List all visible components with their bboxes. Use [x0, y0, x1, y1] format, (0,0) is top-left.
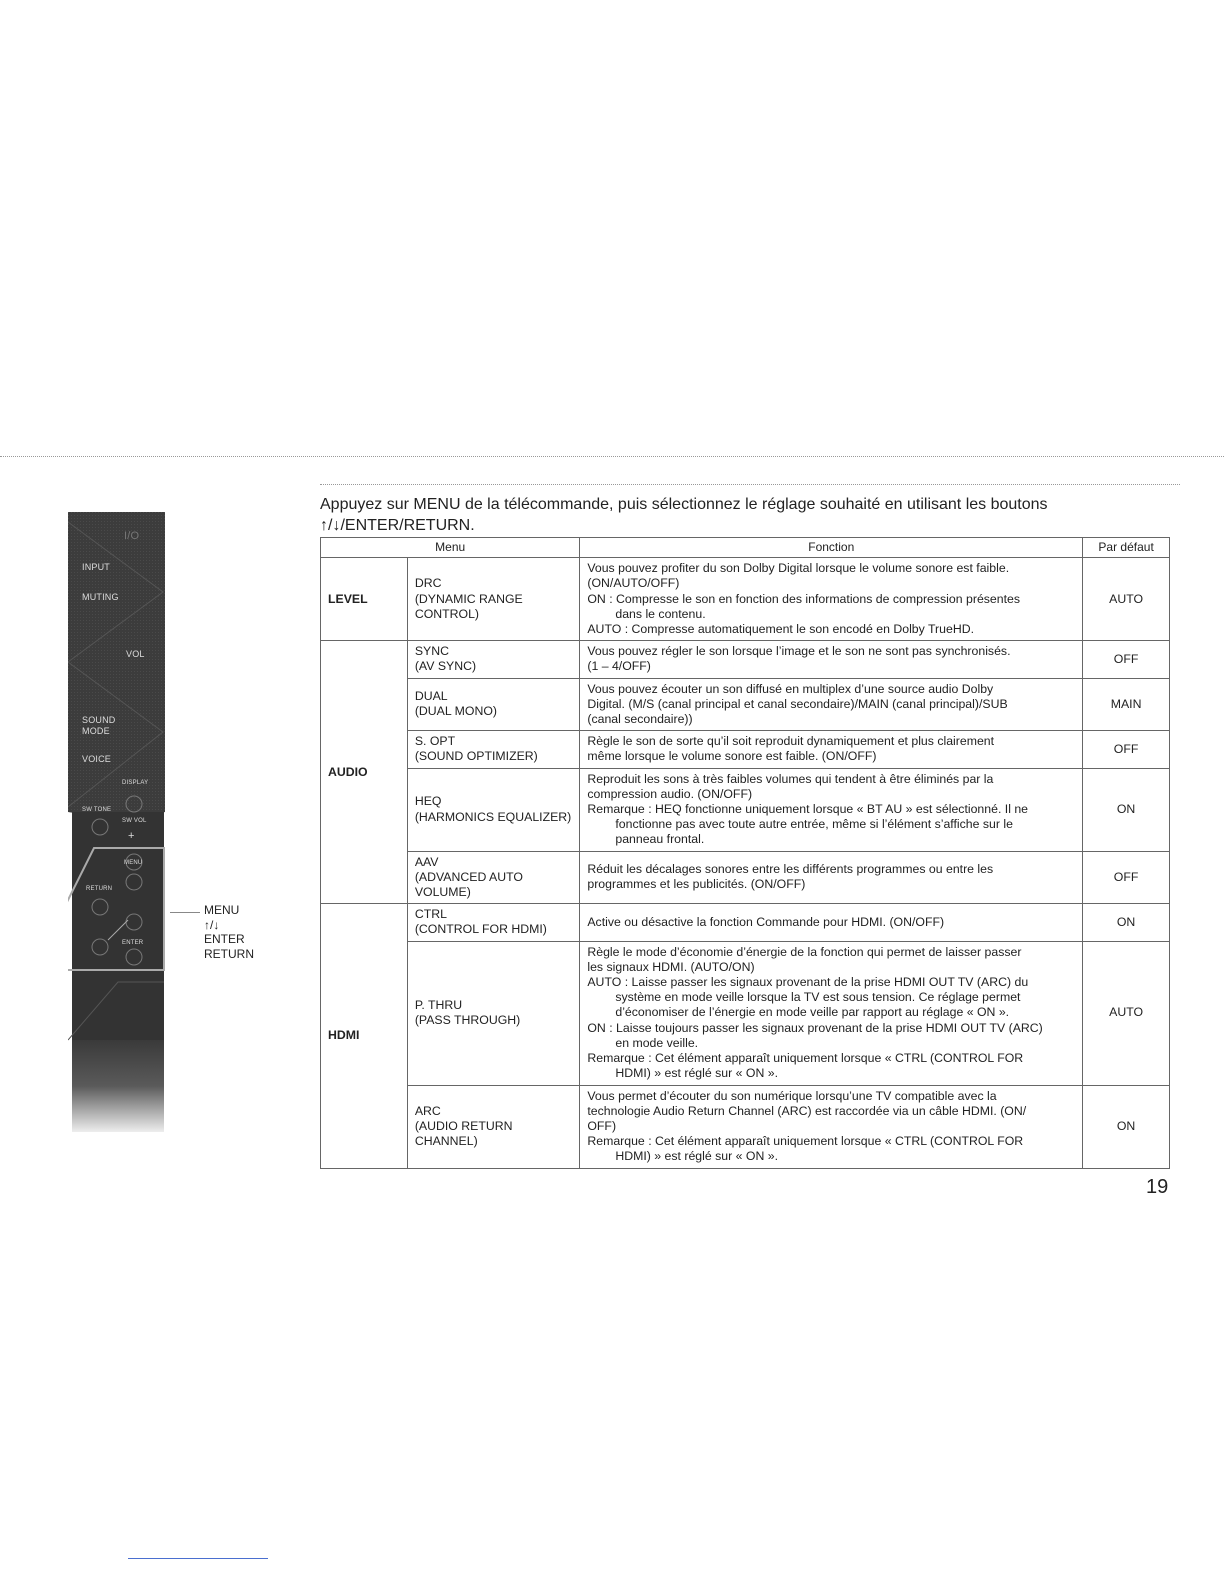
menu-item-line: DUAL	[414, 689, 448, 704]
table-row	[321, 768, 1170, 851]
mode-label: MODE	[82, 726, 110, 736]
function-line: OFF)	[587, 1118, 617, 1133]
function-line: AUTO : Laisse passer les signaux provenant de la prise HDMI OUT TV (ARC) du	[587, 975, 1029, 990]
menu-item-line: (HARMONICS EQUALIZER)	[414, 809, 572, 824]
top-divider	[0, 456, 1224, 457]
default-value-cell: ON	[1083, 904, 1170, 941]
callout-arrows: ↑/↓	[204, 917, 220, 932]
menu-item-cell	[407, 731, 580, 768]
callout-leader	[170, 912, 200, 913]
menu-button-label: MENU	[124, 860, 143, 866]
default-value-cell: AUTO	[1083, 941, 1170, 1085]
function-line: Vous pouvez régler le son lorsque l’image et le son ne sont pas synchronisés.	[587, 644, 1011, 659]
function-line: HDMI) » est réglé sur « ON ».	[615, 1149, 778, 1164]
display-label: DISPLAY	[122, 780, 149, 786]
function-line: Remarque : HEQ fonctionne uniquement lorsque « BT AU » est sélectionné. Il ne	[587, 802, 1029, 817]
table-body	[321, 558, 1170, 1168]
header-function: Fonction	[580, 538, 1083, 558]
function-cell	[580, 1085, 1083, 1168]
return-button-label: RETURN	[86, 886, 113, 892]
menu-item-line: ARC	[414, 1103, 441, 1118]
page-number: 19	[1146, 1176, 1169, 1198]
category-cell: AUDIO	[321, 641, 408, 904]
remote-callout	[204, 903, 254, 961]
function-line: fonctionne pas avec toute autre entrée, même si l’élément s’affiche sur le	[615, 817, 1013, 832]
menu-item-cell	[407, 904, 580, 941]
menu-item-line: HEQ	[414, 794, 442, 809]
intro-line-2: ↑/↓/ENTER/RETURN.	[320, 517, 475, 534]
menu-item-line: CTRL	[414, 907, 447, 922]
function-cell	[580, 641, 1083, 678]
remote-illustration	[68, 512, 168, 1132]
default-value-cell: AUTO	[1083, 558, 1170, 641]
header-menu: Menu	[321, 538, 580, 558]
default-value-cell: MAIN	[1083, 678, 1170, 731]
function-line: programmes et les publicités. (ON/OFF)	[587, 877, 806, 892]
settings-table	[320, 537, 1170, 1169]
function-line: ON : Laisse toujours passer les signaux provenant de la prise HDMI OUT TV (ARC)	[587, 1020, 1043, 1035]
menu-item-line: CHANNEL)	[414, 1134, 478, 1149]
function-line: ON : Compresse le son en fonction des informations de compression présentes	[587, 591, 1021, 606]
function-line: compression audio. (ON/OFF)	[587, 786, 753, 801]
function-line: HDMI) » est réglé sur « ON ».	[615, 1066, 778, 1081]
menu-item-line: (CONTROL FOR HDMI)	[414, 922, 547, 937]
menu-item-line: P. THRU	[414, 997, 463, 1012]
table-row	[321, 941, 1170, 1085]
function-line: les signaux HDMI. (AUTO/ON)	[587, 959, 755, 974]
function-cell	[580, 678, 1083, 731]
function-line: Vous pouvez écouter un son diffusé en multiplex d’une source audio Dolby	[587, 681, 994, 696]
function-cell	[580, 851, 1083, 904]
footnote-rule	[128, 1558, 268, 1559]
function-cell	[580, 558, 1083, 641]
intro-text	[320, 494, 1180, 536]
table-row	[321, 641, 1170, 678]
function-line: (1 – 4/OFF)	[587, 659, 651, 674]
menu-item-line: (SOUND OPTIMIZER)	[414, 749, 538, 764]
function-line: Active ou désactive la fonction Commande pour HDMI. (ON/OFF)	[587, 914, 945, 929]
default-value-cell: OFF	[1083, 851, 1170, 904]
sw-vol-label: SW VOL	[122, 818, 147, 824]
input-label: INPUT	[82, 562, 110, 572]
menu-item-line: DRC	[414, 576, 442, 591]
menu-item-line: (ADVANCED AUTO	[414, 869, 523, 884]
function-cell	[580, 768, 1083, 851]
function-line: panneau frontal.	[615, 832, 705, 847]
callout-enter: ENTER	[204, 932, 245, 946]
menu-item-line: (AUDIO RETURN	[414, 1118, 513, 1133]
function-line: Règle le son de sorte qu’il soit reproduit dynamiquement et plus clairement	[587, 734, 995, 749]
function-line: technologie Audio Return Channel (ARC) est raccordée via un câble HDMI. (ON/	[587, 1103, 1027, 1118]
default-value-cell: OFF	[1083, 731, 1170, 768]
function-line: même lorsque le volume sonore est faible. (ON/OFF)	[587, 749, 877, 764]
function-line: Reproduit les sons à très faibles volumes qui tendent à être éliminés par la	[587, 771, 994, 786]
voice-label: VOICE	[82, 754, 112, 764]
category-cell: HDMI	[321, 904, 408, 1168]
function-line: Remarque : Cet élément apparaît uniquement lorsque « CTRL (CONTROL FOR	[587, 1051, 1024, 1066]
menu-item-line: CONTROL)	[414, 606, 480, 621]
vol-label: VOL	[126, 649, 145, 659]
category-cell: LEVEL	[321, 558, 408, 641]
menu-item-cell	[407, 851, 580, 904]
menu-item-cell	[407, 768, 580, 851]
menu-item-cell	[407, 678, 580, 731]
menu-item-line: (DUAL MONO)	[414, 704, 498, 719]
menu-item-line: SYNC	[414, 644, 449, 659]
intro-line-1: Appuyez sur MENU de la télécommande, puis sélectionnez le réglage souhaité en utilisant les boutons	[320, 496, 1048, 513]
function-line: Réduit les décalages sonores entre les différents programmes ou entre les	[587, 862, 994, 877]
sw-tone-label: SW TONE	[82, 807, 112, 813]
sound-label: SOUND	[82, 715, 116, 725]
function-line: Remarque : Cet élément apparaît uniquement lorsque « CTRL (CONTROL FOR	[587, 1134, 1024, 1149]
function-line: AUTO : Compresse automatiquement le son encodé en Dolby TrueHD.	[587, 622, 974, 637]
function-line: en mode veille.	[615, 1035, 699, 1050]
menu-item-line: (AV SYNC)	[414, 659, 477, 674]
function-cell	[580, 941, 1083, 1085]
menu-item-cell	[407, 641, 580, 678]
enter-button-label: ENTER	[122, 940, 144, 946]
remote-body-graphic	[68, 512, 168, 1132]
menu-item-line: VOLUME)	[414, 885, 471, 900]
function-cell	[580, 904, 1083, 941]
default-value-cell: ON	[1083, 1085, 1170, 1168]
function-line: Digital. (M/S (canal principal et canal secondaire)/MAIN (canal principal)/SUB	[587, 696, 1008, 711]
table-row	[321, 678, 1170, 731]
menu-item-line: AAV	[414, 854, 439, 869]
default-value-cell: ON	[1083, 768, 1170, 851]
function-line: dans le contenu.	[615, 606, 706, 621]
table-row	[321, 851, 1170, 904]
function-line: (ON/AUTO/OFF)	[587, 576, 680, 591]
plus-label: +	[128, 830, 135, 842]
function-line: d’économiser de l’énergie en mode veille par rapport au réglage « ON ».	[615, 1005, 1010, 1020]
function-line: Vous permet d’écouter du son numérique lorsqu’une TV compatible avec la	[587, 1088, 997, 1103]
header-default: Par défaut	[1083, 538, 1170, 558]
menu-item-cell	[407, 941, 580, 1085]
menu-item-cell	[407, 558, 580, 641]
function-line: (canal secondaire))	[587, 712, 693, 727]
menu-item-line: (DYNAMIC RANGE	[414, 591, 523, 606]
table-row	[321, 1085, 1170, 1168]
function-line: Vous pouvez profiter du son Dolby Digital lorsque le volume sonore est faible.	[587, 561, 1010, 576]
menu-item-cell	[407, 1085, 580, 1168]
function-line: Règle le mode d’économie d’énergie de la fonction qui permet de laisser passer	[587, 944, 1022, 959]
function-cell	[580, 731, 1083, 768]
table-row	[321, 904, 1170, 941]
table-header-row	[321, 538, 1170, 558]
callout-menu: MENU	[204, 903, 240, 917]
function-line: système en mode veille lorsque la TV est sous tension. Ce réglage permet	[615, 990, 1021, 1005]
table-row	[321, 731, 1170, 768]
muting-label: MUTING	[82, 592, 119, 602]
power-label: I/O	[124, 530, 140, 542]
table-row	[321, 558, 1170, 641]
callout-return: RETURN	[204, 946, 254, 961]
menu-item-line: S. OPT	[414, 734, 456, 749]
section-divider	[320, 484, 1180, 485]
menu-item-line: (PASS THROUGH)	[414, 1013, 521, 1028]
default-value-cell: OFF	[1083, 641, 1170, 678]
